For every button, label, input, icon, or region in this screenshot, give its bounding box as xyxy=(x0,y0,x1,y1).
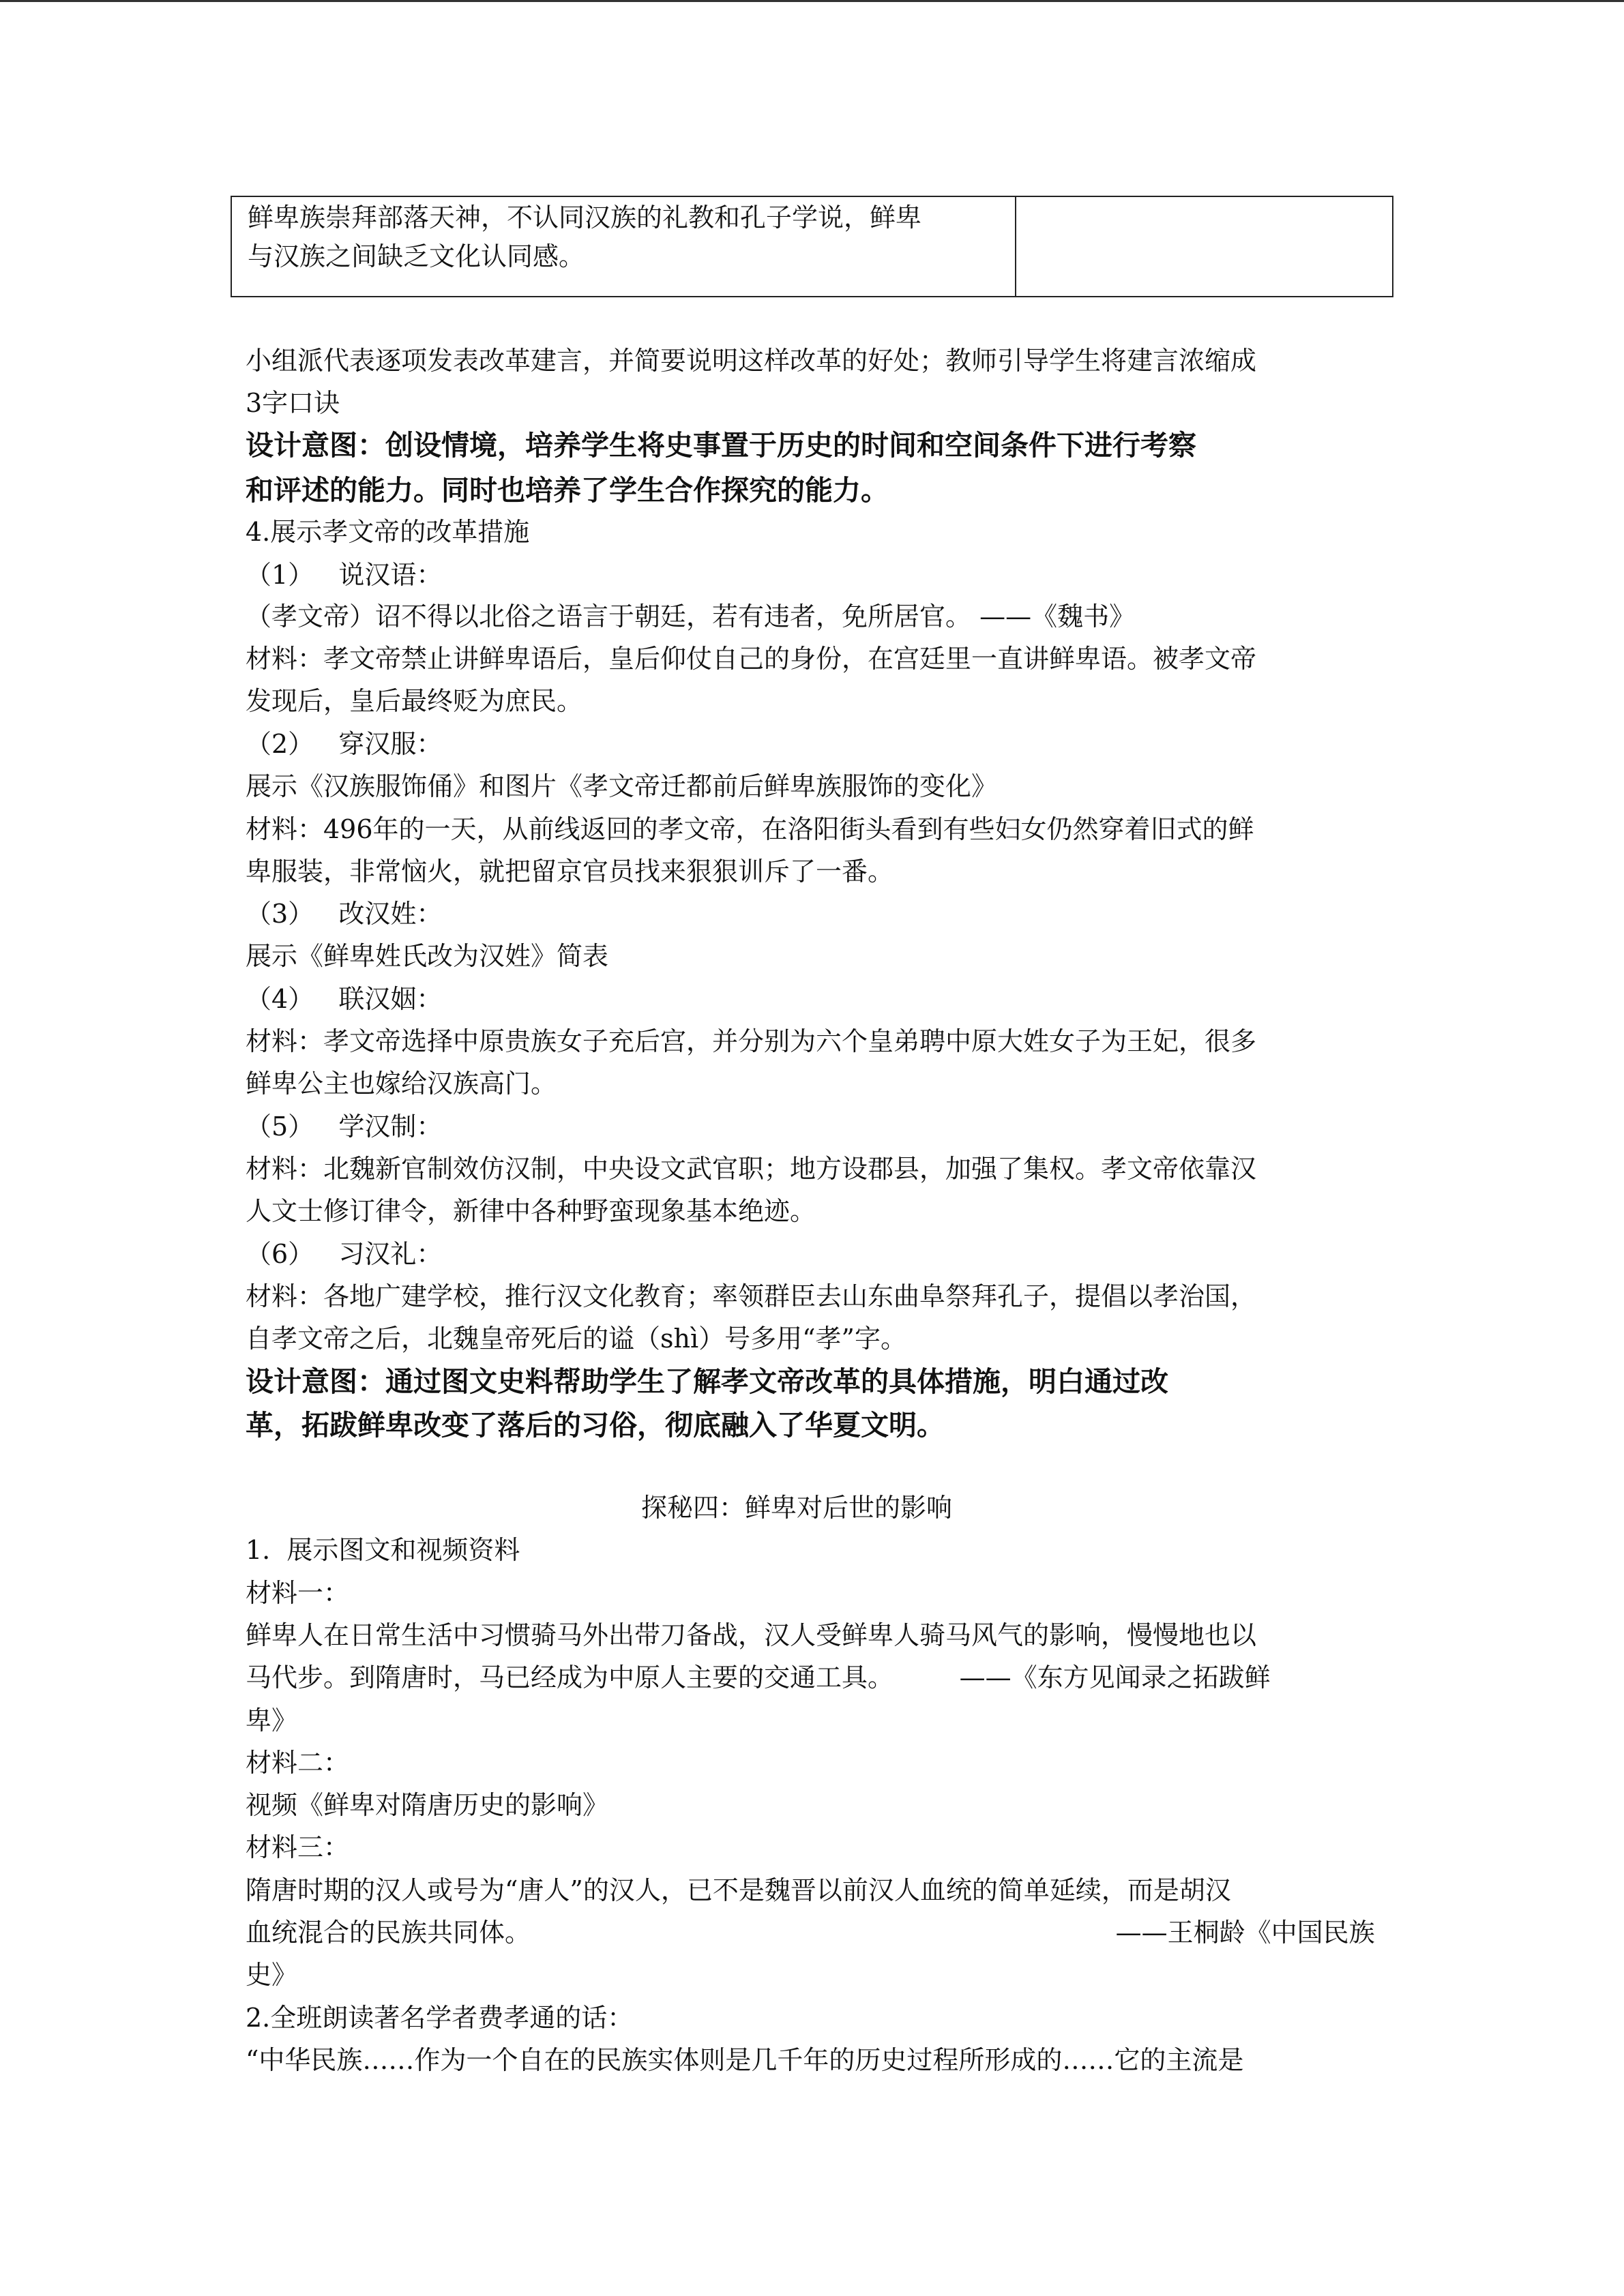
continuation-table xyxy=(231,196,1393,297)
text-line: （孝文帝）诏不得以北俗之语言于朝廷，若有违者，免所居官。 ——《魏书》 xyxy=(246,601,1136,631)
text-line: 材料二： xyxy=(246,1748,350,1778)
text-line: 1. 展示图文和视频资料 xyxy=(246,1535,520,1565)
text-line: 展示《汉族服饰俑》和图片《孝文帝迁都前后鲜卑族服饰的变化》 xyxy=(246,771,998,801)
text-line: 材料一： xyxy=(246,1578,350,1608)
text-line: 发现后，皇后最终贬为庶民。 xyxy=(246,686,583,716)
design-intent-line: 设计意图：通过图文史料帮助学生了解孝文帝改革的具体措施，明白通过改 xyxy=(246,1365,1168,1398)
table-cell-line: 鲜卑族崇拜部落天神，不认同汉族的礼教和孔子学说，鲜卑 xyxy=(248,203,922,233)
measure-heading: （2） 穿汉服： xyxy=(246,729,443,759)
text-line: 鲜卑公主也嫁给汉族高门。 xyxy=(246,1069,557,1099)
text-line: 材料三： xyxy=(246,1832,350,1862)
measure-heading: （4） 联汉姻： xyxy=(246,984,443,1014)
text-line: 卑》 xyxy=(246,1705,298,1735)
text-line: 材料：496年的一天，从前线返回的孝文帝，在洛阳街头看到有些妇女仍然穿着旧式的鲜 xyxy=(246,814,1254,844)
table-row xyxy=(231,196,1393,297)
measure-heading: （1） 说汉语： xyxy=(246,560,443,590)
text-line: 史》 xyxy=(246,1960,298,1990)
design-intent-line: 革，拓跋鲜卑改变了落后的习俗，彻底融入了华夏文明。 xyxy=(246,1409,945,1442)
text-line: 鲜卑人在日常生活中习惯骑马外出带刀备战，汉人受鲜卑人骑马风气的影响，慢慢地也以 xyxy=(246,1620,1257,1650)
text-line: 视频《鲜卑对隋唐历史的影响》 xyxy=(246,1790,609,1820)
text-line: 3字口诀 xyxy=(246,388,340,418)
text-line: 展示《鲜卑姓氏改为汉姓》简表 xyxy=(246,941,609,971)
text-line: 材料：孝文帝选择中原贵族女子充后宫，并分别为六个皇弟聘中原大姓女子为王妃，很多 xyxy=(246,1026,1257,1056)
text-line: 材料：孝文帝禁止讲鲜卑语后，皇后仰仗自己的身份，在宫廷里一直讲鲜卑语。被孝文帝 xyxy=(246,644,1257,674)
measure-heading: （6） 习汉礼： xyxy=(246,1239,443,1269)
text-line: “中华民族……作为一个自在的民族实体则是几千年的历史过程所形成的……它的主流是 xyxy=(246,2045,1244,2075)
design-intent-line: 设计意图：创设情境，培养学生将史事置于历史的时间和空间条件下进行考察 xyxy=(246,429,1196,462)
measure-heading: （5） 学汉制： xyxy=(246,1112,443,1142)
table-cell-line: 与汉族之间缺乏文化认同感。 xyxy=(248,241,585,271)
text-line: 马代步。到隋唐时，马已经成为中原人主要的交通工具。 ——《东方见闻录之拓跋鲜 xyxy=(246,1663,1271,1693)
text-line: 2.全班朗读著名学者费孝通的话： xyxy=(246,2003,634,2033)
text-line: 隋唐时期的汉人或号为“唐人”的汉人，已不是魏晋以前汉人血统的简单延续，而是胡汉 xyxy=(246,1875,1231,1905)
text-line: 人文士修订律令，新律中各种野蛮现象基本绝迹。 xyxy=(246,1196,816,1226)
section-title: 探秘四：鲜卑对后世的影响 xyxy=(641,1493,953,1523)
table-cell-left xyxy=(231,196,1016,297)
text-line: 小组派代表逐项发表改革建言，并简要说明这样改革的好处；教师引导学生将建言浓缩成 xyxy=(246,346,1257,376)
section-heading: 4.展示孝文帝的改革措施 xyxy=(246,517,530,547)
table-cell-right xyxy=(1016,196,1393,297)
text-line: 血统混合的民族共同体。 ——王桐龄《中国民族 xyxy=(246,1918,1375,1948)
text-line: 材料：各地广建学校，推行汉文化教育；率领群臣去山东曲阜祭拜孔子，提倡以孝治国， xyxy=(246,1281,1257,1311)
measure-heading: （3） 改汉姓： xyxy=(246,899,443,929)
text-line: 自孝文帝之后，北魏皇帝死后的谥（shì）号多用“孝”字。 xyxy=(246,1324,906,1354)
text-line: 材料：北魏新官制效仿汉制，中央设文武官职；地方设郡县，加强了集权。孝文帝依靠汉 xyxy=(246,1154,1257,1184)
text-line: 卑服装，非常恼火，就把留京官员找来狠狠训斥了一番。 xyxy=(246,856,894,886)
design-intent-line: 和评述的能力。同时也培养了学生合作探究的能力。 xyxy=(246,474,889,507)
